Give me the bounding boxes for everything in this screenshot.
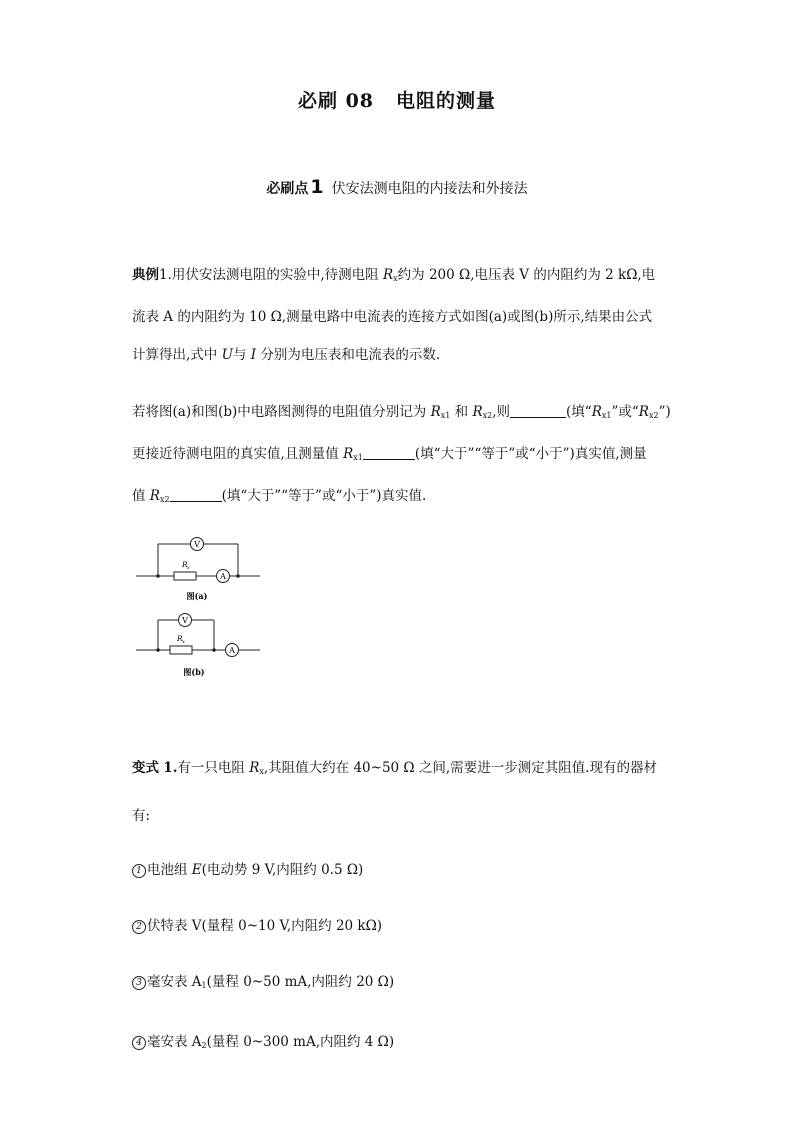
example-text-1: 用伏安法测电阻的实验中,待测电阻	[171, 267, 383, 283]
rx2-subscript: x2	[482, 411, 493, 420]
rx-subscript: x	[393, 274, 398, 283]
item-text: 电池组	[147, 862, 192, 878]
question-text-2a: 更接近待测电阻的真实值,且测量值	[132, 446, 344, 462]
answer-blank-1[interactable]	[510, 403, 566, 418]
rx2-measured: R	[149, 488, 160, 504]
question-line-1	[132, 393, 671, 435]
rx-variant-symbol: R	[249, 760, 260, 776]
question-paragraph	[132, 393, 671, 519]
junction-node	[156, 648, 160, 652]
variant-paragraph	[132, 746, 662, 838]
item-text: 毫安表 A	[147, 974, 202, 990]
resistor-a-subscript: x	[187, 565, 190, 571]
item-number-2: 2	[132, 920, 146, 934]
junction-node	[156, 574, 160, 578]
rx2-measured-subscript: x2	[159, 495, 170, 504]
answer-blank-3[interactable]	[170, 487, 222, 502]
variant-line-2: 有:	[132, 808, 151, 824]
junction-node	[212, 648, 216, 652]
rx-variant-subscript: x	[259, 767, 264, 776]
rx1-symbol: R	[430, 404, 441, 420]
example-number: 1.	[159, 267, 172, 283]
item-subscript: 2	[201, 1041, 207, 1050]
example-paragraph	[132, 256, 662, 374]
answer-blank-2[interactable]	[363, 445, 415, 460]
section-number: 1	[310, 176, 324, 198]
item-number-3: 3	[132, 976, 146, 990]
list-item	[132, 842, 662, 898]
item-text: 毫安表 A	[147, 1034, 202, 1050]
question-text-3b: (填“大于”“等于”或“小于”)真实值.	[221, 488, 427, 504]
variant-label: 变式	[132, 760, 159, 776]
rx1-option-subscript: x1	[601, 411, 612, 420]
example-text-3c: 分别为电压表和电流表的示数.	[256, 347, 441, 363]
list-item	[132, 954, 662, 1014]
rx1-measured: R	[343, 446, 354, 462]
rx2-option-subscript: x2	[648, 411, 659, 420]
question-line-3	[132, 477, 662, 519]
emf-symbol: E	[191, 862, 202, 878]
example-line-3	[132, 336, 662, 374]
list-item	[132, 1014, 662, 1074]
variant-text-1b: ,其阻值大约在 40~50 Ω 之间,需要进一步测定其阻值.现有的器材	[263, 760, 657, 776]
question-text-1d: (填“	[566, 404, 592, 420]
figure-a-caption: 图(a)	[186, 591, 208, 601]
question-text-1b: 和	[450, 404, 473, 420]
page-title	[0, 86, 794, 113]
item-text: (量程 0~50 mA,内阻约 20 Ω)	[206, 974, 395, 990]
question-text-3a: 值	[132, 488, 150, 504]
item-text: (量程 0~300 mA,内阻约 4 Ω)	[206, 1034, 395, 1050]
rx2-option: R	[638, 404, 649, 420]
item-number-4: 4	[132, 1036, 146, 1050]
figure-b-circuit	[134, 610, 264, 682]
item-subscript: 1	[201, 981, 207, 990]
rx-symbol: R	[382, 267, 394, 283]
item-text: (电动势 9 V,内阻约 0.5 Ω)	[201, 862, 364, 878]
example-text-3a: 计算得出,式中	[132, 347, 222, 363]
item-text: 伏特表 V(量程 0~10 V,内阻约 20 kΩ)	[147, 918, 383, 934]
title-main: 电阻的测量	[396, 90, 497, 112]
resistor-a-label: R	[182, 560, 188, 569]
ammeter-a-label: A	[220, 572, 226, 581]
resistor-b-label: R	[177, 634, 183, 643]
junction-node	[236, 574, 240, 578]
rx1-subscript: x1	[440, 411, 451, 420]
voltmeter-b-label: V	[182, 616, 188, 625]
item-number-1: 1	[132, 864, 146, 878]
figure-a-circuit	[134, 534, 264, 604]
question-text-1c: ,则	[492, 404, 511, 420]
voltmeter-a-label: V	[194, 540, 200, 549]
section-heading	[0, 176, 794, 198]
title-prefix: 必刷 08	[297, 90, 375, 112]
ammeter-b-label: A	[229, 646, 235, 655]
resistor-a	[174, 572, 196, 580]
example-text-1b: 约为 200 Ω,电压表 V 的内阻约为 2 kΩ,电	[397, 267, 656, 283]
example-text-3b: 与	[232, 347, 251, 363]
section-label: 必刷点	[266, 181, 309, 197]
example-line-2: 流表 A 的内阻约为 10 Ω,测量电路中电流表的连接方式如图(a)或图(b)所示,结果由公式	[132, 309, 653, 325]
question-text-1f: ”)	[658, 404, 671, 420]
i-symbol: I	[250, 347, 257, 363]
question-text-2b: (填“大于”“等于”或“小于”)真实值,测量	[414, 446, 647, 462]
variant-text-1a: 有一只电阻	[177, 760, 250, 776]
rx2-symbol: R	[472, 404, 483, 420]
example-line-1	[132, 256, 662, 298]
question-text-1a: 若将图(a)和图(b)中电路图测得的电阻值分别记为	[132, 404, 431, 420]
rx1-measured-subscript: x1	[353, 453, 363, 462]
question-line-2	[132, 435, 662, 477]
variant-line-1	[132, 746, 662, 794]
rx1-option: R	[591, 404, 602, 420]
resistor-b-subscript: x	[182, 639, 185, 645]
question-text-1e: ”或“	[611, 404, 639, 420]
variant-number: 1.	[163, 760, 178, 776]
section-text: 伏安法测电阻的内接法和外接法	[331, 181, 528, 197]
resistor-b	[170, 646, 192, 654]
list-item	[132, 898, 662, 954]
equipment-list	[132, 842, 662, 1074]
figure-b-caption: 图(b)	[183, 667, 205, 677]
example-label: 典例	[132, 267, 159, 283]
u-symbol: U	[221, 347, 233, 363]
